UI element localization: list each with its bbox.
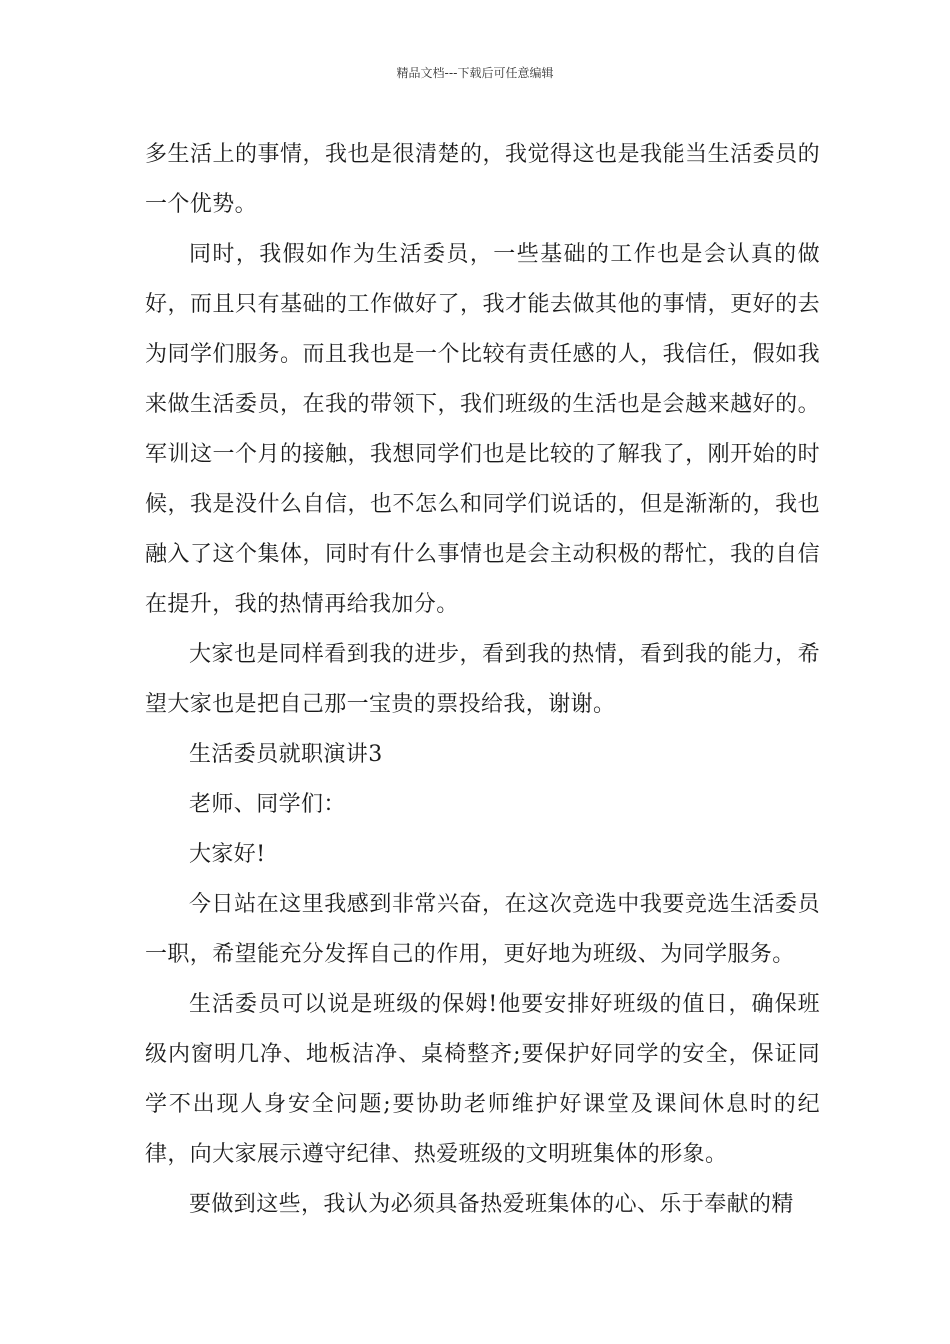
salutation: 老师、同学们： (189, 792, 346, 817)
document-body (145, 130, 820, 1230)
paragraph: 大家也是同样看到我的进步，看到我的热情，看到我的能力，希望大家也是把自己那一宝贵的票投给我，谢谢。 (145, 642, 820, 717)
page-header: 精品文档---下载后可任意编辑 (396, 66, 554, 80)
paragraph: 要做到这些，我认为必须具备热爱班集体的心、乐于奉献的精 (189, 1192, 794, 1217)
paragraph: 生活委员可以说是班级的保姆!他要安排好班级的值日，确保班级内窗明几净、地板洁净、桌椅整齐;要保护好同学的安全，保证同学不出现人身安全问题;要协助老师维护好课堂及课间休息时的纪律，向大家展示遵守纪律、热爱班级的文明班集体的形象。 (145, 992, 820, 1167)
paragraph: 同时，我假如作为生活委员，一些基础的工作也是会认真的做好，而且只有基础的工作做好了，我才能去做其他的事情，更好的去为同学们服务。而且我也是一个比较有责任感的人，我信任，假如我来做生活委员，在我的带领下，我们班级的生活也是会越来越好的。军训这一个月的接触，我想同学们也是比较的了解我了，刚开始的时候，我是没什么自信，也不怎么和同学们说话的，但是渐渐的，我也融入了这个集体，同时有什么事情也是会主动积极的帮忙，我的自信在提升，我的热情再给我加分。 (145, 242, 820, 617)
paragraph: 今日站在这里我感到非常兴奋，在这次竞选中我要竞选生活委员一职，希望能充分发挥自己的作用，更好地为班级、为同学服务。 (145, 892, 820, 967)
paragraph-continuation: 多生活上的事情，我也是很清楚的，我觉得这也是我能当生活委员的一个优势。 (145, 142, 820, 217)
section-title: 生活委员就职演讲3 (189, 742, 383, 767)
greeting: 大家好! (189, 842, 266, 867)
